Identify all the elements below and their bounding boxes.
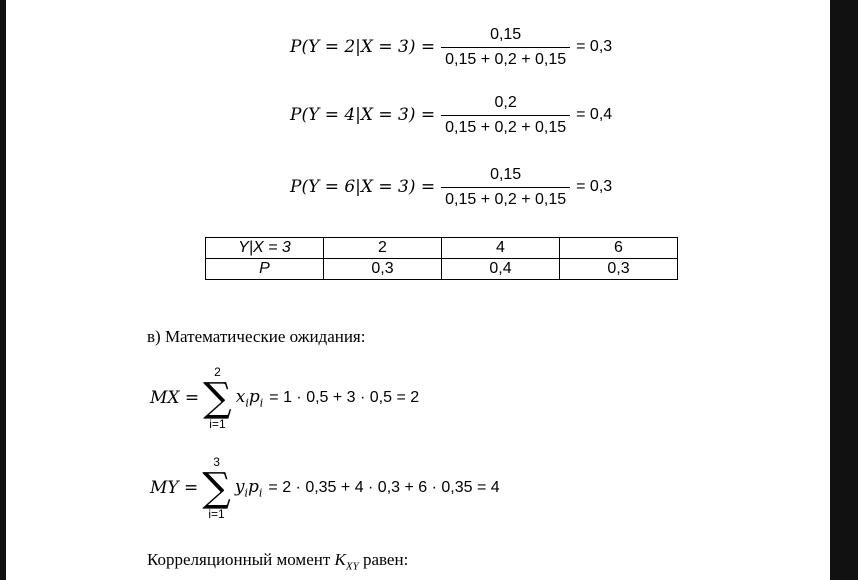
fraction-denominator: 0,15 + 0,2 + 0,15 bbox=[441, 187, 570, 209]
equation-result: = 0,4 bbox=[576, 106, 613, 123]
table-header-cell: 2 bbox=[324, 238, 442, 259]
table-cell: 0,3 bbox=[560, 259, 678, 280]
fraction-numerator: 0,2 bbox=[494, 93, 517, 111]
table-row bbox=[206, 259, 678, 280]
fraction-denominator: 0,15 + 0,2 + 0,15 bbox=[441, 115, 570, 137]
fraction-numerator: 0,15 bbox=[490, 25, 522, 43]
table-cell: P bbox=[206, 259, 324, 280]
sum-operator bbox=[203, 366, 232, 430]
equation-my bbox=[150, 456, 500, 520]
equation-p-y4 bbox=[290, 88, 612, 142]
equation-p-y2 bbox=[290, 20, 612, 74]
equation-rhs: = 1 · 0,5 + 3 · 0,5 = 2 bbox=[269, 389, 420, 406]
fraction-denominator: 0,15 + 0,2 + 0,15 bbox=[441, 47, 570, 69]
sigma-icon: ∑ bbox=[203, 375, 232, 421]
fraction bbox=[441, 94, 570, 137]
fraction-numerator: 0,15 bbox=[490, 165, 522, 183]
document-page bbox=[6, 0, 830, 580]
equation-lhs: P(Y = 6|X = 3) = bbox=[290, 177, 436, 197]
equation-rhs: = 2 · 0,35 + 4 · 0,3 + 6 · 0,35 = 4 bbox=[268, 479, 500, 496]
correlation-sentence: Корреляционный момент $K_{XY}$ равен: bbox=[147, 550, 409, 573]
section-heading: в) Математические ожидания: bbox=[147, 327, 366, 346]
sigma-icon: ∑ bbox=[202, 465, 231, 511]
sum-lower-limit: i=1 bbox=[208, 507, 225, 521]
equation-lhs: MX = bbox=[150, 388, 200, 408]
conditional-distribution-table bbox=[205, 237, 678, 280]
equation-lhs: MY = bbox=[150, 478, 199, 498]
summand: $y_ip_i$ bbox=[234, 476, 263, 500]
equation-mx bbox=[150, 366, 419, 430]
table-cell: 0,4 bbox=[442, 259, 560, 280]
equation-result: = 0,3 bbox=[576, 38, 613, 55]
table-cell: 0,3 bbox=[324, 259, 442, 280]
fraction bbox=[441, 166, 570, 209]
equation-result: = 0,3 bbox=[576, 178, 613, 195]
summand: $x_ip_i$ bbox=[235, 386, 264, 410]
sum-upper-limit: 2 bbox=[214, 365, 221, 379]
equation-lhs: P(Y = 2|X = 3) = bbox=[290, 37, 436, 57]
sum-lower-limit: i=1 bbox=[209, 417, 226, 431]
correlation-symbol: K bbox=[334, 550, 346, 569]
sum-operator bbox=[202, 456, 231, 520]
sum-upper-limit: 3 bbox=[213, 455, 220, 469]
right-border bbox=[830, 0, 858, 580]
equation-lhs: P(Y = 4|X = 3) = bbox=[290, 105, 436, 125]
table-header-cell: Y|X = 3 bbox=[206, 238, 324, 259]
table-row bbox=[206, 238, 678, 259]
equation-p-y6 bbox=[290, 160, 612, 214]
table-header-cell: 4 bbox=[442, 238, 560, 259]
fraction bbox=[441, 26, 570, 69]
table-header-cell: 6 bbox=[560, 238, 678, 259]
